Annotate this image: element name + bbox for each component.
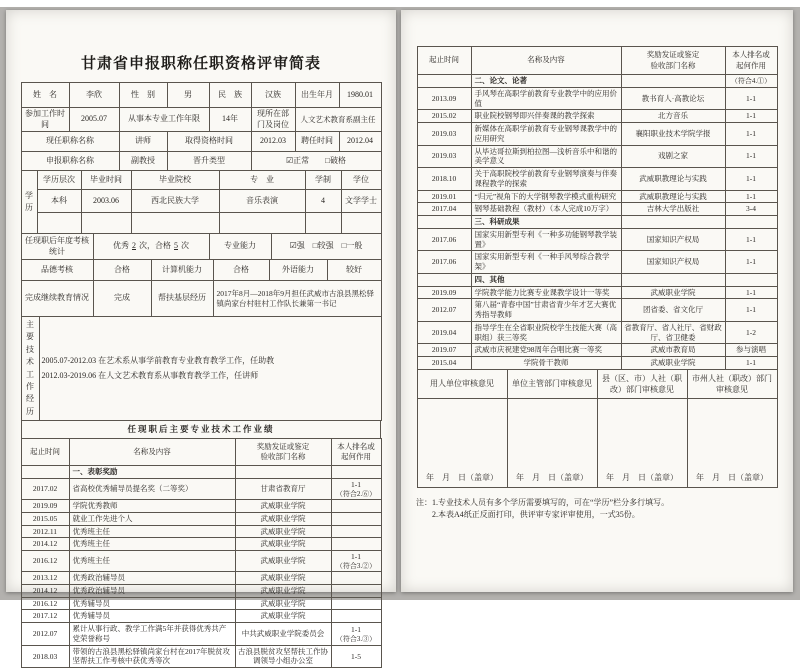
award-rank <box>331 584 381 597</box>
years-label: 从事本专业工作年限 <box>119 108 209 132</box>
review-header-county: 县（区、市）人社（职改）部门审核意见 <box>597 369 687 398</box>
experience-table <box>21 316 382 421</box>
apply-title-value: 副教授 <box>119 152 167 171</box>
achievement-rank: 1-1 <box>725 251 777 274</box>
achievement-rank: 3-4 <box>725 203 777 216</box>
achievement-rank: 1-1 <box>725 110 777 123</box>
apply-title-label: 申报职称名称 <box>21 152 119 171</box>
achievement-rank: 1-1 <box>725 190 777 203</box>
education-block-label: 学历 <box>21 171 37 234</box>
stamp-date-field: 年 月 日（盖章） <box>417 398 507 487</box>
name-label: 姓 名 <box>21 83 69 108</box>
award-row <box>21 597 381 610</box>
workstart-value: 2005.07 <box>69 108 119 132</box>
award-rank <box>331 572 381 585</box>
achievement-row <box>417 357 777 370</box>
qualified-count: 5 <box>174 241 178 251</box>
performance-title-table <box>21 420 381 439</box>
achievement-date: 2015.02 <box>417 110 471 123</box>
award-row <box>21 500 381 513</box>
achievement-name: 国家实用新型专利《一种多功能钢琴教学装置》 <box>471 228 621 251</box>
achievement-org: 教书育人·高教论坛 <box>621 87 725 110</box>
assessment-label: 任现职后年度考核统计 <box>21 234 93 260</box>
qual-time-label: 取得资格时间 <box>167 132 251 152</box>
stamp-date-field: 年 月 日（盖章） <box>597 398 687 487</box>
award-name: 优秀辅导员 <box>69 610 235 623</box>
achievement-rank <box>725 216 777 229</box>
awards-header-name: 名称及内容 <box>69 439 235 466</box>
achievement-org: 襄阳职业技术学院学报 <box>621 123 725 146</box>
edu-gradtime: 2003.06 <box>81 190 131 213</box>
award-rank: 1-1 （符合2.⑥） <box>331 478 381 499</box>
achievement-name: 关于高职院校学前教育专业钢琴演奏与伴奏课程教学的探索 <box>471 168 621 191</box>
award-row <box>21 525 381 538</box>
award-rank: 1-1 （符合3.③） <box>331 623 381 646</box>
award-row <box>21 538 381 551</box>
awards-header-time: 起止时间 <box>21 439 69 466</box>
edu-header-length: 学制 <box>305 171 341 190</box>
achievement-org <box>621 273 725 286</box>
achievement-row <box>417 168 777 191</box>
achievement-row <box>417 87 777 110</box>
achievement-row <box>417 321 777 344</box>
achievement-row <box>417 190 777 203</box>
achievement-name: 学院教学能力比赛专业课教学设计一等奖 <box>471 286 621 299</box>
current-title-label: 现任职称名称 <box>21 132 119 152</box>
award-org: 武威职业学院 <box>235 551 331 572</box>
conduct-label: 品德考核 <box>21 260 93 281</box>
edu-school: 西北民族大学 <box>131 190 219 213</box>
edu-empty-cell <box>81 213 131 234</box>
award-row <box>21 551 381 572</box>
achievement-date: 2012.07 <box>417 299 471 322</box>
note-line-2: 2.本表A4纸正反面打印，供评审专家评审使用，一式35份。 <box>432 510 640 520</box>
award-row <box>21 584 381 597</box>
achievement-row <box>417 344 777 357</box>
dept-label: 现所在部门及岗位 <box>251 108 295 132</box>
assessment-table <box>21 233 382 260</box>
achievement-date <box>417 75 471 88</box>
experience-label: 主要技术工作经历 <box>21 317 39 421</box>
achievement-org <box>621 216 725 229</box>
award-row <box>21 623 381 646</box>
award-name: 优秀班主任 <box>69 525 235 538</box>
award-row <box>21 478 381 499</box>
continuing-value: 完成 <box>93 281 151 317</box>
achievement-date: 2019.04 <box>417 321 471 344</box>
award-date: 2016.12 <box>21 597 69 610</box>
workstart-label: 参加工作时间 <box>21 108 69 132</box>
current-title-value: 讲师 <box>119 132 167 152</box>
achievement-date: 2019.09 <box>417 286 471 299</box>
promo-type-label: 晋升类型 <box>167 152 251 171</box>
continuing-label: 完成继续教育情况 <box>21 281 93 317</box>
award-row <box>21 512 381 525</box>
award-rank <box>331 525 381 538</box>
award-org <box>235 466 331 479</box>
ability-checkboxes: ☑强 □较强 □一般 <box>271 234 381 260</box>
award-org: 武威职业学院 <box>235 525 331 538</box>
achievement-org: 吉林大学出版社 <box>621 203 725 216</box>
award-date: 2017.02 <box>21 478 69 499</box>
form-page-1 <box>6 10 396 666</box>
award-org: 武威职业学院 <box>235 584 331 597</box>
achievement-name: 四、其他 <box>471 273 621 286</box>
award-row <box>21 645 381 668</box>
edu-level: 本科 <box>37 190 81 213</box>
award-org: 武威职业学院 <box>235 538 331 551</box>
achievement-row <box>417 203 777 216</box>
award-name: 优秀辅导员 <box>69 597 235 610</box>
education-table <box>21 170 382 234</box>
edu-length: 4 <box>305 190 341 213</box>
birth-label: 出生年月 <box>295 83 339 108</box>
award-date: 2016.12 <box>21 551 69 572</box>
award-org: 武威职业学院 <box>235 610 331 623</box>
ethnic-label: 民 族 <box>209 83 251 108</box>
birth-value: 1980.01 <box>339 83 381 108</box>
achievement-name: 国家实用新型专利《一种手风琴综合教学架》 <box>471 251 621 274</box>
assessment-value: 优秀 2 次，合格 5 次 <box>93 234 209 260</box>
edu-empty-cell <box>37 213 81 234</box>
award-row <box>21 610 381 623</box>
achievement-row <box>417 251 777 274</box>
achievement-org: 武威市教育局 <box>621 344 725 357</box>
award-rank <box>331 512 381 525</box>
achievement-date: 2015.04 <box>417 357 471 370</box>
dept-value: 人文艺术教育系副主任 <box>295 108 381 132</box>
achievements-header-org: 奖励发证或鉴定 验收部门名称 <box>621 47 725 75</box>
achievements-header-rank: 本人排名或 起何作用 <box>725 47 777 75</box>
achievement-name: 手风琴在高职学前教育专业教学中的应用价值 <box>471 87 621 110</box>
award-date: 2014.12 <box>21 538 69 551</box>
edu-header-level: 学历层次 <box>37 171 81 190</box>
achievement-row <box>417 110 777 123</box>
award-rank: 1-1 （符合3.②） <box>331 551 381 572</box>
achievement-date: 2017.04 <box>417 203 471 216</box>
experience-content <box>39 317 381 421</box>
award-org: 武威职业学院 <box>235 500 331 513</box>
hire-time-label: 聘任时间 <box>295 132 339 152</box>
award-org: 甘肃省教育厅 <box>235 478 331 499</box>
award-date: 2012.07 <box>21 623 69 646</box>
qual-time-value: 2012.03 <box>251 132 295 152</box>
achievement-org: 武威职业学院 <box>621 357 725 370</box>
achievement-name: 新媒体在高职学前教育专业钢琴课教学中的应用研究 <box>471 123 621 146</box>
excellent-count: 2 <box>132 241 136 251</box>
achievement-rank: 1-1 <box>725 123 777 146</box>
review-table <box>417 369 778 488</box>
achievement-rank: 1-1 <box>725 286 777 299</box>
award-name: 学院优秀教师 <box>69 500 235 513</box>
award-name: 优秀政治辅导员 <box>69 572 235 585</box>
award-row <box>21 572 381 585</box>
achievement-row <box>417 273 777 286</box>
achievement-date: 2018.10 <box>417 168 471 191</box>
achievement-name: 二、论文、论著 <box>471 75 621 88</box>
achievement-rank: 1-1 <box>725 357 777 370</box>
awards-header-org: 奖励发证或鉴定 验收部门名称 <box>235 439 331 466</box>
award-name: 优秀班主任 <box>69 551 235 572</box>
achievements-table <box>417 46 778 370</box>
achievement-row <box>417 228 777 251</box>
achievement-date: 2019.07 <box>417 344 471 357</box>
achievement-row <box>417 145 777 168</box>
achievement-org: 团省委、省文化厅 <box>621 299 725 322</box>
achievement-rank: 1-1 <box>725 228 777 251</box>
award-rank <box>331 466 381 479</box>
conduct-table <box>21 259 382 281</box>
notes-prefix: 注： <box>416 497 432 507</box>
support-label: 帮扶基层经历 <box>151 281 213 317</box>
achievement-org: 国家知识产权局 <box>621 228 725 251</box>
review-header-city: 市州人社（职改）部门审核意见 <box>687 369 777 398</box>
achievement-name: 三、科研成果 <box>471 216 621 229</box>
page-title: 甘肃省申报职称任职资格评审简表 <box>80 56 321 72</box>
conduct-value: 合格 <box>93 260 151 281</box>
achievement-name: 职业院校钢琴即兴伴奏课的教学探索 <box>471 110 621 123</box>
achievement-name: 钢琴基础教程（教材）（本人完成10万字） <box>471 203 621 216</box>
achievement-rank: 1-2 <box>725 321 777 344</box>
achievement-name: 从毕达哥拉斯到柏拉图—浅析音乐中和谐的美学意义 <box>471 145 621 168</box>
achievement-date <box>417 273 471 286</box>
award-name: 一、表彰奖励 <box>69 466 235 479</box>
notes-lines <box>432 497 669 522</box>
achievement-org: 武威职教理论与实践 <box>621 168 725 191</box>
edu-empty-cell <box>131 213 219 234</box>
award-org: 武威职业学院 <box>235 512 331 525</box>
language-value: 较好 <box>327 260 381 281</box>
achievement-date <box>417 216 471 229</box>
support-value: 2017年8月—2018年9月担任武威市古浪县黑松驿镇尚家台村驻村工作队长兼第一书记 <box>213 281 381 317</box>
achievement-date: 2017.06 <box>417 251 471 274</box>
award-date: 2012.11 <box>21 525 69 538</box>
achievement-rank <box>725 273 777 286</box>
promo-type-checkboxes: ☑正常 □破格 <box>251 152 381 171</box>
achievement-row <box>417 216 777 229</box>
review-header-supervisor: 单位主管部门审核意见 <box>507 369 597 398</box>
award-name: 就业工作先进个人 <box>69 512 235 525</box>
award-org: 古浪县脱贫攻坚帮扶工作协调领导小组办公室 <box>235 645 331 668</box>
awards-header-rank: 本人排名或 起何作用 <box>331 439 381 466</box>
award-name: 优秀班主任 <box>69 538 235 551</box>
form-page-2 <box>401 10 793 592</box>
edu-header-gradtime: 毕业时间 <box>81 171 131 190</box>
award-date: 2014.12 <box>21 584 69 597</box>
gender-value: 男 <box>167 83 209 108</box>
achievement-org: 武威职教理论与实践 <box>621 190 725 203</box>
achievement-name: “归元”视角下的大学钢琴教学模式重构研究 <box>471 190 621 203</box>
achievements-header-time: 起止时间 <box>417 47 471 75</box>
achievements-header-name: 名称及内容 <box>471 47 621 75</box>
award-name: 累计从事行政、教学工作满5年并获得优秀共产党荣誉称号 <box>69 623 235 646</box>
ethnic-value: 汉族 <box>251 83 295 108</box>
award-rank <box>331 500 381 513</box>
achievement-name: 指导学生在全省职业院校学生技能大赛（高职组）获三等奖 <box>471 321 621 344</box>
ability-label: 专业能力 <box>209 234 271 260</box>
achievement-rank: 参与演唱 <box>725 344 777 357</box>
award-org: 武威职业学院 <box>235 597 331 610</box>
hire-time-value: 2012.04 <box>339 132 381 152</box>
gender-label: 性 别 <box>119 83 167 108</box>
award-date <box>21 466 69 479</box>
years-value: 14年 <box>209 108 251 132</box>
achievement-org: 国家知识产权局 <box>621 251 725 274</box>
achievement-org: 武威职业学院 <box>621 286 725 299</box>
award-date: 2019.09 <box>21 500 69 513</box>
award-date: 2017.12 <box>21 610 69 623</box>
achievement-rank: 1-1 <box>725 168 777 191</box>
experience-line: 2012.03-2019.06 在人文艺术教育系从事教育教学工作，任讲师 <box>41 370 259 380</box>
achievement-name: 武威市庆祝建党98周年合唱比赛一等奖 <box>471 344 621 357</box>
stamp-date-field: 年 月 日（盖章） <box>507 398 597 487</box>
achievement-date: 2019.01 <box>417 190 471 203</box>
achievement-org: 省教育厅、省人社厅、省财政厅、省卫健委 <box>621 321 725 344</box>
achievement-date: 2013.09 <box>417 87 471 110</box>
achievement-date: 2017.06 <box>417 228 471 251</box>
award-name: 带领的古浪县黑松驿镇尚家台村在2017年脱贫攻坚帮扶工作考核中获优秀等次 <box>69 645 235 668</box>
achievement-row <box>417 123 777 146</box>
achievement-name: 学院骨干教师 <box>471 357 621 370</box>
award-rank <box>331 610 381 623</box>
achievement-date: 2019.03 <box>417 123 471 146</box>
achievement-row <box>417 299 777 322</box>
award-name: 省高校优秀辅导员提名奖（二等奖） <box>69 478 235 499</box>
award-name: 优秀政治辅导员 <box>69 584 235 597</box>
award-rank <box>331 538 381 551</box>
note-line-1: 1.专业技术人员有多个学历需要填写的，可在“学历”栏分多行填写。 <box>432 497 670 507</box>
edu-header-degree: 学位 <box>341 171 381 190</box>
award-row <box>21 466 381 479</box>
computer-value: 合格 <box>213 260 269 281</box>
stamp-date-field: 年 月 日（盖章） <box>687 398 777 487</box>
achievement-rank: 1-1 <box>725 145 777 168</box>
achievement-date: 2019.03 <box>417 145 471 168</box>
achievement-rank: （符合4.①） <box>725 75 777 88</box>
edu-degree: 文学学士 <box>341 190 381 213</box>
award-org: 中共武威职业学院委员会 <box>235 623 331 646</box>
achievement-row <box>417 286 777 299</box>
computer-label: 计算机能力 <box>151 260 213 281</box>
award-date: 2013.12 <box>21 572 69 585</box>
award-date: 2018.03 <box>21 645 69 668</box>
continuing-education-table <box>21 280 382 317</box>
edu-empty-cell <box>219 213 305 234</box>
review-header-employer: 用人单位审核意见 <box>417 369 507 398</box>
edu-empty-cell <box>341 213 381 234</box>
achievement-org: 戏剧之家 <box>621 145 725 168</box>
language-label: 外语能力 <box>269 260 327 281</box>
edu-header-major: 专 业 <box>219 171 305 190</box>
achievement-org: 北方音乐 <box>621 110 725 123</box>
award-rank: 1-5 <box>331 645 381 668</box>
performance-section-title: 任现职后主要专业技术工作业绩 <box>22 421 381 439</box>
achievement-org <box>621 75 725 88</box>
edu-major: 音乐表演 <box>219 190 305 213</box>
achievement-row <box>417 75 777 88</box>
form-notes <box>416 497 778 522</box>
award-date: 2015.05 <box>21 512 69 525</box>
achievement-rank: 1-1 <box>725 299 777 322</box>
award-rank <box>331 597 381 610</box>
experience-line: 2005.07-2012.03 在艺术系从事学前教育专业教育教学工作，任助教 <box>41 356 275 366</box>
awards-table <box>21 438 382 668</box>
info-table <box>21 82 382 171</box>
achievement-rank: 1-1 <box>725 87 777 110</box>
name-value: 李欣 <box>69 83 119 108</box>
achievement-name: 第八届“青春中国”甘肃省青少年才艺大赛优秀指导教师 <box>471 299 621 322</box>
edu-empty-cell <box>305 213 341 234</box>
edu-header-school: 毕业院校 <box>131 171 219 190</box>
award-org: 武威职业学院 <box>235 572 331 585</box>
